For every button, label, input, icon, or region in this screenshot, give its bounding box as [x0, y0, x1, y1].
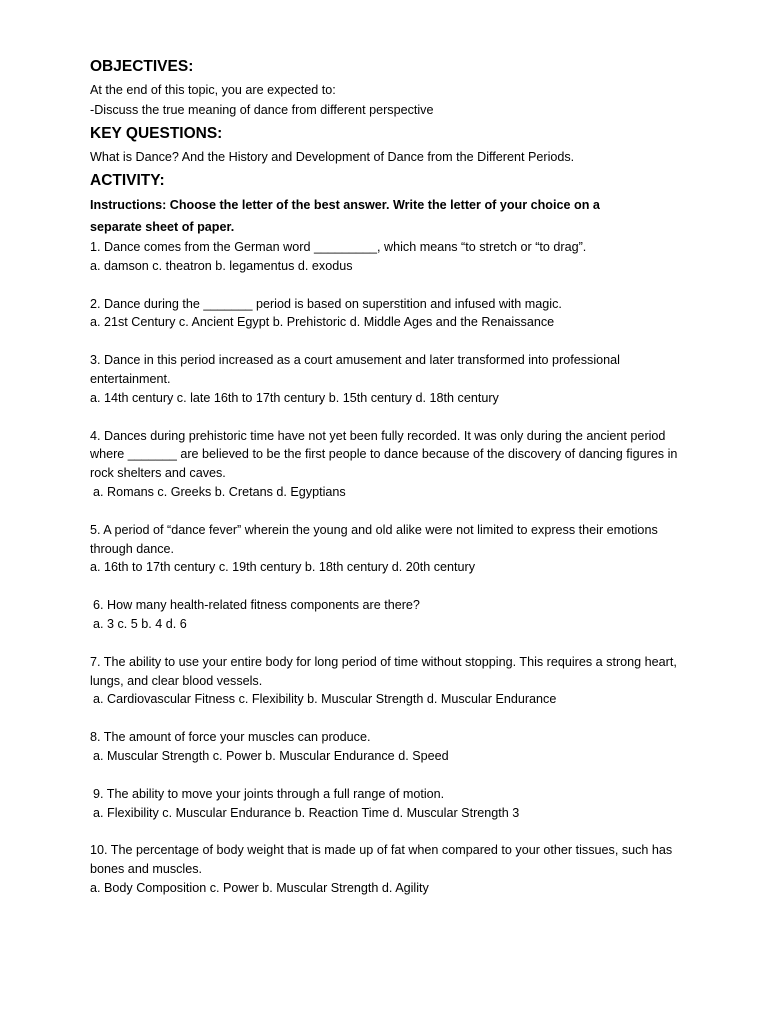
question-choices: a. Flexibility c. Muscular Endurance b. Reaction Time d. Muscular Strength 3: [93, 805, 520, 820]
question-choices: a. Cardiovascular Fitness c. Flexibility b. Muscular Strength d. Muscular Endurance: [93, 692, 557, 707]
document-page: [90, 56, 690, 898]
question-text: 7. The ability to use your entire body for long period of time without stopping. This requires a strong heart, lungs, and clear blood vessels.: [90, 654, 677, 688]
question-text: 6. How many health-related fitness components are there?: [93, 598, 420, 613]
question-text: 9. The ability to move your joints through a full range of motion.: [93, 786, 445, 801]
objectives-intro: At the end of this topic, you are expected to:: [90, 83, 336, 97]
question-text: 8. The amount of force your muscles can produce.: [90, 730, 371, 745]
question-item: [90, 351, 690, 407]
question-choices: a. 3 c. 5 b. 4 d. 6: [93, 616, 187, 631]
spacer: [90, 766, 690, 785]
spacer: [90, 502, 690, 521]
question-choices: a. 14th century c. late 16th to 17th century b. 15th century d. 18th century: [90, 390, 499, 405]
key-questions-heading: KEY QUESTIONS:: [90, 125, 223, 142]
spacer: [90, 408, 690, 427]
question-item: [90, 841, 690, 897]
question-list: [90, 238, 690, 898]
spacer: [90, 332, 690, 351]
objectives-item: -Discuss the true meaning of dance from different perspective: [90, 103, 434, 117]
question-text: 2. Dance during the _______ period is based on superstition and infused with magic.: [90, 296, 562, 311]
activity-heading: ACTIVITY:: [90, 172, 165, 189]
spacer: [90, 822, 690, 841]
key-questions-section: [90, 123, 690, 167]
question-choices: a. Muscular Strength c. Power b. Muscular Endurance d. Speed: [93, 748, 449, 763]
question-choices: a. damson c. theatron b. legamentus d. exodus: [90, 258, 353, 273]
question-text: 5. A period of “dance fever” wherein the young and old alike were not limited to express their emotions through dance.: [90, 522, 658, 556]
question-item: [90, 295, 690, 333]
spacer: [90, 634, 690, 653]
spacer: [90, 577, 690, 596]
activity-instructions: Instructions: Choose the letter of the best answer. Write the letter of your choice on a separate sheet of paper.: [90, 198, 600, 234]
spacer: [90, 709, 690, 728]
question-text: 1. Dance comes from the German word _________, which means “to stretch or “to drag”.: [90, 240, 587, 254]
question-text: 3. Dance in this period increased as a court amusement and later transformed into professional entertainment.: [90, 353, 620, 386]
question-choices: a. Romans c. Greeks b. Cretans d. Egyptians: [93, 484, 346, 499]
question-item: [90, 427, 690, 502]
question-item: [90, 653, 690, 709]
question-choices: a. Body Composition c. Power b. Muscular Strength d. Agility: [90, 880, 429, 895]
question-text: 10. The percentage of body weight that is made up of fat when compared to your other tissues, such has bones and muscles.: [90, 843, 673, 877]
question-choices: a. 21st Century c. Ancient Egypt b. Prehistoric d. Middle Ages and the Renaissance: [90, 315, 555, 330]
question-item: [90, 785, 690, 823]
question-item: [90, 238, 690, 276]
objectives-heading: OBJECTIVES:: [90, 58, 194, 75]
question-item: [90, 596, 690, 634]
question-text: 4. Dances during prehistoric time have not yet been fully recorded. It was only during the ancient period where _______ are believed to be the first people to dance because of the discovery of dancing figures in rock shelters and caves.: [90, 428, 678, 481]
question-choices: a. 16th to 17th century c. 19th century b. 18th century d. 20th century: [90, 560, 476, 575]
activity-section: [90, 170, 690, 238]
spacer: [90, 276, 690, 295]
question-item: [90, 521, 690, 577]
key-questions-text: What is Dance? And the History and Development of Dance from the Different Periods.: [90, 150, 575, 164]
question-item: [90, 728, 690, 766]
objectives-section: [90, 56, 690, 120]
